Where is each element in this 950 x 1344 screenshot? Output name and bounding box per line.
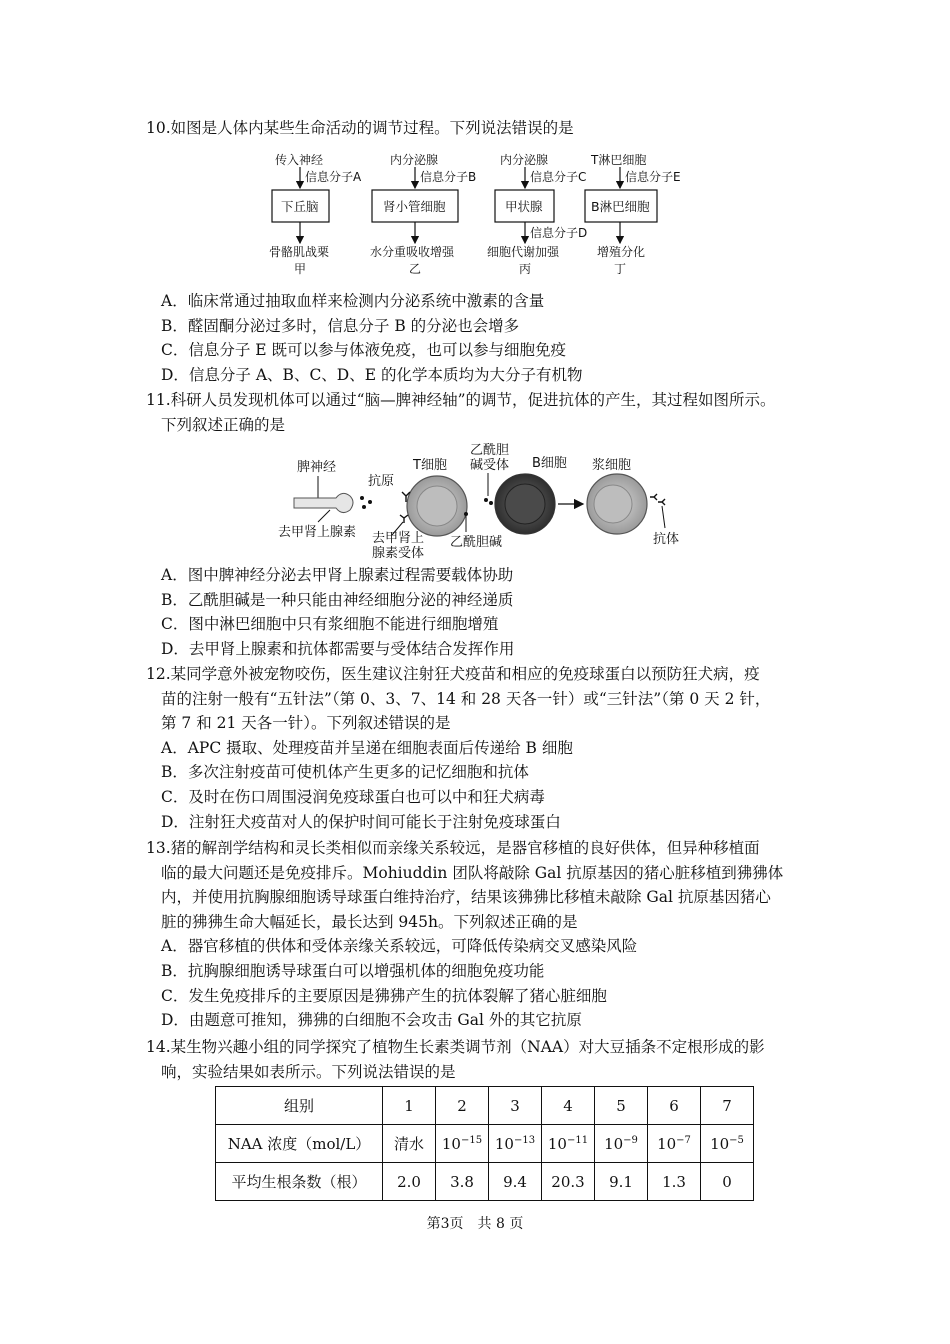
q10-output-3: 细胞代谢加强 [487, 245, 560, 259]
question-14-stem-1: 14.某生物兴趣小组的同学探究了植物生长素类调节剂（NAA）对大豆插条不定根形成的影 [146, 1038, 765, 1056]
group-cell: 2 [436, 1087, 489, 1125]
q10-option-a[interactable]: A．临床常通过抽取血样来检测内分泌系统中激素的含量 [161, 292, 545, 310]
question-10-options [146, 289, 816, 387]
q10-output-4: 增殖分化 [597, 245, 646, 259]
group-cell: 6 [648, 1087, 701, 1125]
q13-option-d[interactable]: D．由题意可推知，狒狒的白细胞不会攻击 Gal 外的其它抗原 [161, 1011, 582, 1030]
q10-pathway-1 [269, 152, 362, 276]
question-11-stem-cont: 下列叙述正确的是 [161, 415, 286, 434]
q10-regulation-diagram [260, 150, 700, 280]
question-13-stem-1: 13.猪的解剖学结构和灵长类相似而亲缘关系较远，是器官移植的良好供体，但异种移植面 [146, 839, 760, 857]
q10-option-c[interactable]: C．信息分子 E 既可以参与体液免疫，也可以参与细胞免疫 [161, 341, 567, 360]
q11-label-ach-receptor-1: 乙酰胆 [470, 443, 510, 458]
q10-input-4: T淋巴细胞 [591, 153, 647, 167]
question-10 [146, 116, 816, 141]
naa-results-table [215, 1086, 754, 1201]
q11-option-c[interactable]: C．图中淋巴细胞中只有浆细胞不能进行细胞增殖 [161, 615, 499, 634]
q10-output-1: 骨骼肌战栗 [269, 245, 330, 259]
q11-label-antibody: 抗体 [653, 532, 680, 547]
q11-label-ne-receptor-2: 腺素受体 [372, 546, 425, 560]
q11-option-b[interactable]: B．乙酰胆碱是一种只能由神经细胞分泌的神经递质 [161, 590, 514, 609]
question-13-stem-3: 内，并使用抗胸腺细胞诱导球蛋白维持治疗，结果该狒狒比移植未敲除 Gal 抗原基因猪心 [161, 888, 771, 907]
concentration-cell: $10^{-9}$ [595, 1125, 648, 1163]
q10-signal-d: 信息分子D [530, 226, 588, 240]
q10-option-b[interactable]: B．醛固酮分泌过多时，信息分子 B 的分泌也会增多 [161, 316, 520, 335]
q11-label-antigen: 抗原 [368, 474, 395, 489]
group-cell: 1 [383, 1087, 436, 1125]
q11-label-ach-receptor-2: 碱受体 [470, 458, 510, 473]
question-14 [146, 1035, 816, 1084]
question-13-stem-4: 脏的狒狒生命大幅延长，最长达到 945h。下列叙述正确的是 [161, 912, 578, 931]
q10-label-jia: 甲 [294, 262, 307, 276]
question-12 [146, 662, 816, 834]
roots-cell: 9.1 [595, 1163, 648, 1201]
q11-label-plasma-cell: 浆细胞 [592, 458, 632, 473]
table-row [216, 1087, 754, 1125]
q10-input-2: 内分泌腺 [390, 153, 439, 167]
q10-box-b-cell: B淋巴细胞 [591, 199, 650, 214]
q13-option-c[interactable]: C．发生免疫排斥的主要原因是狒狒产生的抗体裂解了猪心脏细胞 [161, 986, 607, 1005]
q10-output-2: 水分重吸收增强 [370, 245, 455, 259]
roots-cell: 9.4 [489, 1163, 542, 1201]
q10-option-d[interactable]: D．信息分子 A、B、C、D、E 的化学本质均为大分子有机物 [161, 365, 583, 384]
roots-cell: 3.8 [436, 1163, 489, 1201]
q13-option-a[interactable]: A．器官移植的供体和受体亲缘关系较远，可降低传染病交叉感染风险 [161, 937, 638, 956]
roots-cell: 1.3 [648, 1163, 701, 1201]
q10-pathway-4 [585, 152, 681, 276]
concentration-cell: $10^{-15}$ [436, 1125, 489, 1163]
concentration-cell: $10^{-7}$ [648, 1125, 701, 1163]
q10-label-ding: 丁 [614, 262, 627, 276]
question-12-stem-2: 苗的注射一般有“五针法”（第 0、3、7、14 和 28 天各一针）或“三针法”（第 0 天 2 针， [161, 689, 771, 708]
question-12-stem-1: 12.某同学意外被宠物咬伤，医生建议注射狂犬疫苗和相应的免疫球蛋白以预防狂犬病，疫 [146, 665, 760, 683]
q10-box-hypothalamus: 下丘脑 [281, 199, 319, 214]
q11-label-spleen-nerve: 脾神经 [297, 460, 337, 475]
table-row [216, 1163, 754, 1201]
q11-brain-spleen-axis-diagram [270, 440, 710, 560]
row-header-concentration: NAA 浓度（mol/L） [216, 1125, 383, 1163]
concentration-cell: $10^{-11}$ [542, 1125, 595, 1163]
question-12-stem-3: 第 7 和 21 天各一针）。下列叙述错误的是 [161, 714, 451, 733]
q10-signal-b: 信息分子B [420, 170, 477, 184]
q10-box-thyroid: 甲状腺 [505, 199, 543, 214]
question-10-stem: 10.如图是人体内某些生命活动的调节过程。下列说法错误的是 [146, 119, 574, 137]
q13-option-b[interactable]: B．抗胸腺细胞诱导球蛋白可以增强机体的细胞免疫功能 [161, 961, 545, 980]
q12-option-d[interactable]: D．注射狂犬疫苗对人的保护时间可能长于注射免疫球蛋白 [161, 812, 561, 831]
q11-label-t-cell: T细胞 [413, 458, 447, 473]
question-13-stem-2: 临的最大问题还是免疫排斥。Mohiuddin 团队将敲除 Gal 抗原基因的猪心脏移植到狒狒体 [161, 863, 784, 882]
question-14-stem-2: 响，实验结果如表所示。下列说法错误的是 [161, 1062, 456, 1081]
q10-pathway-2 [370, 152, 476, 276]
q10-input-1: 传入神经 [275, 153, 324, 167]
q10-label-yi: 乙 [409, 262, 422, 276]
q11-nerve-terminal [294, 493, 353, 512]
q10-signal-c: 信息分子C [530, 170, 587, 184]
roots-cell: 0 [701, 1163, 754, 1201]
group-cell: 5 [595, 1087, 648, 1125]
table-row [216, 1125, 754, 1163]
q10-signal-e: 信息分子E [625, 170, 681, 184]
concentration-cell: 清水 [383, 1125, 436, 1163]
q11-option-d[interactable]: D．去甲肾上腺素和抗体都需要与受体结合发挥作用 [161, 639, 515, 658]
q12-option-c[interactable]: C．及时在伤口周围浸润免疫球蛋白也可以中和狂犬病毒 [161, 787, 545, 806]
q11-label-b-cell: B细胞 [532, 456, 567, 471]
group-cell: 7 [701, 1087, 754, 1125]
q11-antibody-marks [650, 494, 665, 505]
roots-cell: 20.3 [542, 1163, 595, 1201]
question-11-stem: 11.科研人员发现机体可以通过“脑—脾神经轴”的调节，促进抗体的产生，其过程如图所示。 [146, 391, 776, 409]
q10-box-renal-tubule: 肾小管细胞 [383, 199, 446, 214]
group-cell: 3 [489, 1087, 542, 1125]
q11-label-ach: 乙酰胆碱 [450, 535, 503, 550]
row-header-group: 组别 [216, 1087, 383, 1125]
q10-input-3: 内分泌腺 [500, 153, 549, 167]
q10-pathway-3 [487, 152, 587, 276]
roots-cell: 2.0 [383, 1163, 436, 1201]
group-cell: 4 [542, 1087, 595, 1125]
page-footer: 第3页 共 8 页 [426, 1216, 524, 1232]
q10-signal-a: 信息分子A [305, 170, 362, 184]
q10-label-bing: 丙 [519, 262, 532, 276]
q12-option-a[interactable]: A．APC 摄取、处理疫苗并呈递在细胞表面后传递给 B 细胞 [161, 738, 573, 757]
question-11 [146, 388, 816, 437]
question-13 [146, 836, 816, 1033]
row-header-roots: 平均生根条数（根） [216, 1163, 383, 1201]
question-11-options [146, 563, 816, 661]
q11-option-a[interactable]: A．图中脾神经分泌去甲肾上腺素过程需要载体协助 [161, 566, 514, 584]
concentration-cell: $10^{-5}$ [701, 1125, 754, 1163]
q11-label-ne-receptor-1: 去甲肾上 [372, 531, 425, 546]
q11-label-norepinephrine: 去甲肾上腺素 [278, 525, 357, 540]
q12-option-b[interactable]: B．多次注射疫苗可使机体产生更多的记忆细胞和抗体 [161, 763, 529, 782]
concentration-cell: $10^{-13}$ [489, 1125, 542, 1163]
